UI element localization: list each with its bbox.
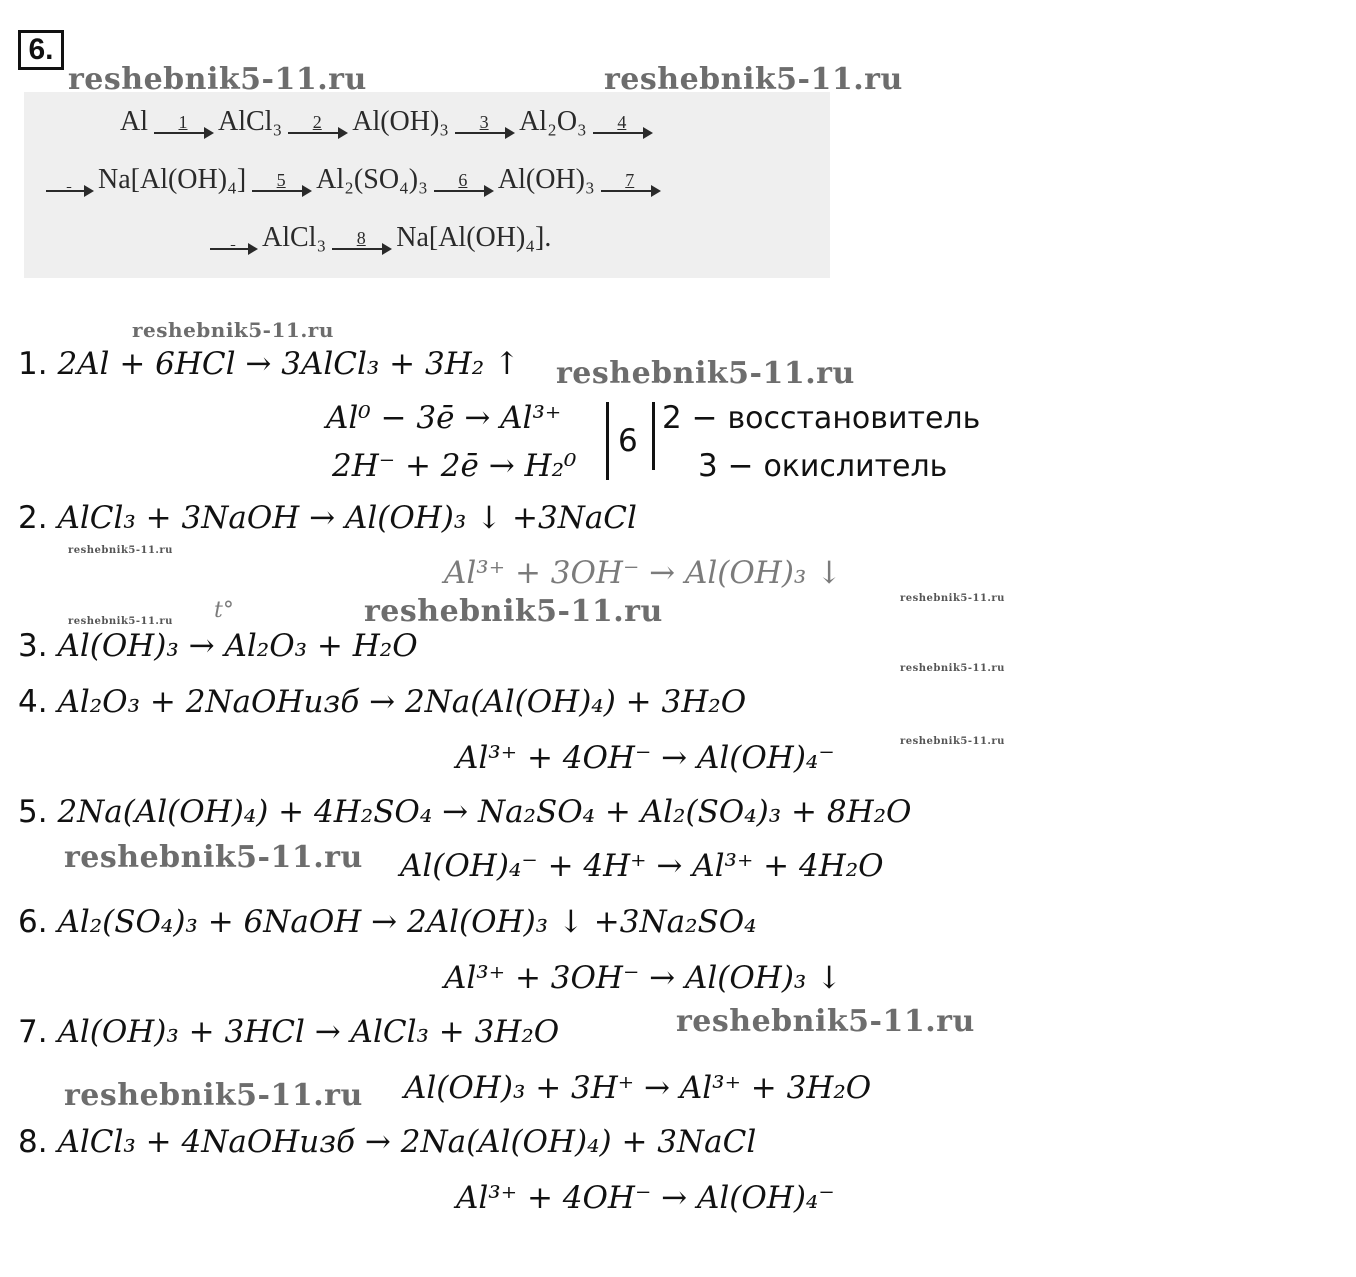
balance-divider xyxy=(606,402,609,480)
watermark: reshebnik5-11.ru xyxy=(64,1078,363,1113)
equation-1: 1. 2Al + 6HCl → 3AlCl₃ + 3H₂ ↑ xyxy=(18,346,521,382)
equation-7: 7. Al(OH)₃ + 3HCl → AlCl₃ + 3H₂O xyxy=(18,1014,560,1050)
watermark: reshebnik5-11.ru xyxy=(68,545,173,556)
scheme-substance: Al₂(SO₄)₃ xyxy=(316,164,428,195)
watermark: reshebnik5-11.ru xyxy=(900,663,1005,674)
scheme-substance: Al₂O₃ xyxy=(519,106,587,137)
molecular-equation: Al(OH)₃ + 3HCl → AlCl₃ + 3H₂O xyxy=(57,1014,560,1050)
condition-label: t° xyxy=(214,598,234,623)
watermark: reshebnik5-11.ru xyxy=(64,840,363,875)
balance-oxidizer-row: 3 − окислитель xyxy=(698,448,948,484)
scheme-arrow xyxy=(46,171,92,192)
ionic-equation-2: Al³⁺ + 3OH⁻ → Al(OH)₃ ↓ xyxy=(444,555,843,591)
ionic-equation-5: Al(OH)₄⁻ + 4H⁺ → Al³⁺ + 4H₂O xyxy=(400,848,884,884)
ionic-equation-8: Al³⁺ + 4OH⁻ → Al(OH)₄⁻ xyxy=(456,1180,835,1216)
scheme-substance: Na[Al(OH)₄] xyxy=(98,164,247,195)
molecular-equation: Al(OH)₃ → Al₂O₃ + H₂O xyxy=(57,628,418,664)
equation-6: 6. Al₂(SO₄)₃ + 6NaOH → 2Al(OH)₃ ↓ +3Na₂SO₄ xyxy=(18,904,757,940)
scheme-substance: Al(OH)₃ xyxy=(352,106,450,137)
watermark: reshebnik5-11.ru xyxy=(604,62,903,97)
scheme-substance: Al(OH)₃ xyxy=(497,164,595,195)
balance-reducer-row: 2 − восстановитель xyxy=(662,400,981,436)
scheme-substance: AlCl₃ xyxy=(262,222,327,253)
equation-2: 2. AlCl₃ + 3NaOH → Al(OH)₃ ↓ +3NaCl xyxy=(18,500,637,536)
ionic-equation-7: Al(OH)₃ + 3H⁺ → Al³⁺ + 3H₂O xyxy=(404,1070,872,1106)
role-label: восстановитель xyxy=(727,401,981,436)
transformation-scheme xyxy=(24,92,830,278)
equation-3: 3. Al(OH)₃ → Al₂O₃ + H₂O xyxy=(18,628,418,664)
equation-4: 4. Al₂O₃ + 2NaOHизб → 2Na(Al(OH)₄) + 3H₂O xyxy=(18,684,747,720)
scheme-arrow: 5 xyxy=(252,171,310,192)
watermark: reshebnik5-11.ru xyxy=(364,594,663,629)
molecular-equation: 2Na(Al(OH)₄) + 4H₂SO₄ → Na₂SO₄ + Al₂(SO₄)₃ + 8H₂O xyxy=(57,794,912,830)
scheme-line-2 xyxy=(40,164,665,196)
scheme-substance: Na[Al(OH)₄]. xyxy=(396,222,552,253)
scheme-arrow: 4 xyxy=(593,113,651,134)
molecular-equation: AlCl₃ + 4NaOHизб → 2Na(Al(OH)₄) + 3NaCl xyxy=(57,1124,757,1160)
role-label: окислитель xyxy=(763,449,948,484)
ionic-equation-4: Al³⁺ + 4OH⁻ → Al(OH)₄⁻ xyxy=(456,740,835,776)
watermark: reshebnik5-11.ru xyxy=(68,616,173,627)
molecular-equation: Al₂(SO₄)₃ + 6NaOH → 2Al(OH)₃ ↓ +3Na₂SO₄ xyxy=(57,904,757,940)
equation-8: 8. AlCl₃ + 4NaOHизб → 2Na(Al(OH)₄) + 3NaCl xyxy=(18,1124,757,1160)
scheme-arrow: 2 xyxy=(288,113,346,134)
molecular-equation: 2Al + 6HCl → 3AlCl₃ + 3H₂ ↑ xyxy=(57,346,521,382)
scheme-arrow: 8 xyxy=(332,229,390,250)
molecular-equation: AlCl₃ + 3NaOH → Al(OH)₃ ↓ +3NaCl xyxy=(57,500,637,536)
watermark: reshebnik5-11.ru xyxy=(900,593,1005,604)
scheme-arrow: 7 xyxy=(601,171,659,192)
watermark: reshebnik5-11.ru xyxy=(676,1004,975,1039)
watermark: reshebnik5-11.ru xyxy=(900,736,1005,747)
balance-divider xyxy=(652,402,655,470)
molecular-equation: Al₂O₃ + 2NaOHизб → 2Na(Al(OH)₄) + 3H₂O xyxy=(57,684,747,720)
scheme-line-1 xyxy=(120,106,657,138)
scheme-line-3 xyxy=(204,222,551,254)
balance-oxidizer-half: 2H⁻ + 2ē → H₂⁰ xyxy=(332,448,577,484)
scheme-arrow: 6 xyxy=(434,171,492,192)
watermark: reshebnik5-11.ru xyxy=(556,356,855,391)
scheme-arrow: 3 xyxy=(455,113,513,134)
task-number: 6. xyxy=(18,30,64,70)
equation-5: 5. 2Na(Al(OH)₄) + 4H₂SO₄ → Na₂SO₄ + Al₂(SO₄)₃ + 8H₂O xyxy=(18,794,912,830)
scheme-arrow xyxy=(210,229,256,250)
balance-reducer-half: Al⁰ − 3ē → Al³⁺ xyxy=(326,400,562,436)
watermark: reshebnik5-11.ru xyxy=(68,62,367,97)
scheme-substance: Al xyxy=(120,106,148,137)
scheme-arrow: 1 xyxy=(154,113,212,134)
scheme-substance: AlCl₃ xyxy=(218,106,283,137)
watermark: reshebnik5-11.ru xyxy=(132,318,334,342)
balance-lcm: 6 xyxy=(618,423,638,459)
ionic-equation-6: Al³⁺ + 3OH⁻ → Al(OH)₃ ↓ xyxy=(444,960,843,996)
